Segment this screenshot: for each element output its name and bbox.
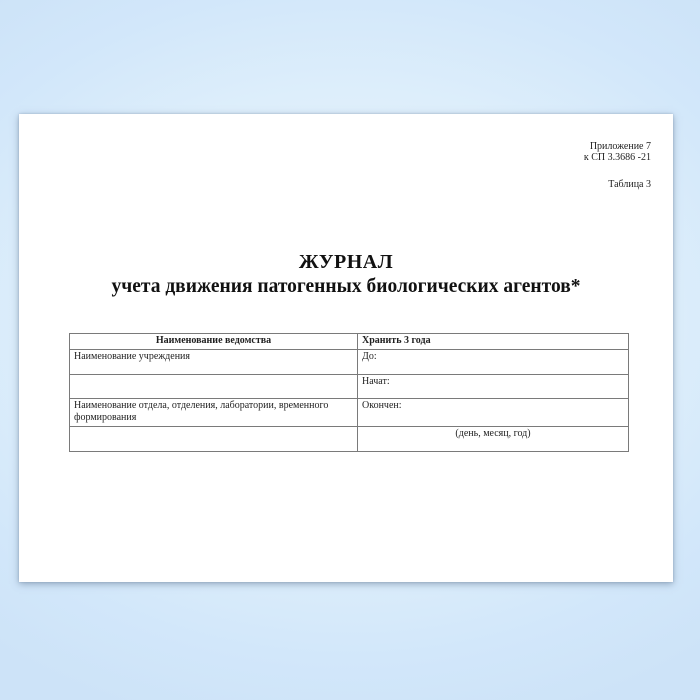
document-title	[19, 250, 673, 299]
table-ref-label: Таблица 3	[608, 179, 651, 190]
regulation-line: к СП 3.3686 -21	[583, 152, 651, 163]
date-format-note-cell: (день, месяц, год)	[358, 427, 629, 452]
finished-date-cell: Окончен:	[358, 399, 629, 427]
header-department-cell: Наименование ведомства	[70, 334, 358, 350]
table-row	[70, 399, 629, 427]
title-line-1: ЖУРНАЛ	[298, 251, 394, 273]
journal-info-table	[69, 333, 629, 452]
table-row	[70, 427, 629, 452]
started-date-cell: Начат:	[358, 375, 629, 399]
table-header-row	[70, 334, 629, 350]
document-page	[19, 114, 673, 582]
empty-left-cell-2	[70, 427, 358, 452]
until-date-cell: До:	[358, 350, 629, 375]
appendix-line: Приложение 7	[589, 141, 651, 152]
header-retention-cell: Хранить 3 года	[358, 334, 629, 350]
appendix-note	[584, 141, 651, 190]
institution-name-cell: Наименование учреждения	[70, 350, 358, 375]
department-lab-cell: Наименование отдела, отделения, лаборатории, временного формирования	[70, 399, 358, 427]
table-row	[70, 350, 629, 375]
title-line-2: учета движения патогенных биологических агентов*	[111, 276, 581, 297]
empty-left-cell-1	[70, 375, 358, 399]
table-row	[70, 375, 629, 399]
